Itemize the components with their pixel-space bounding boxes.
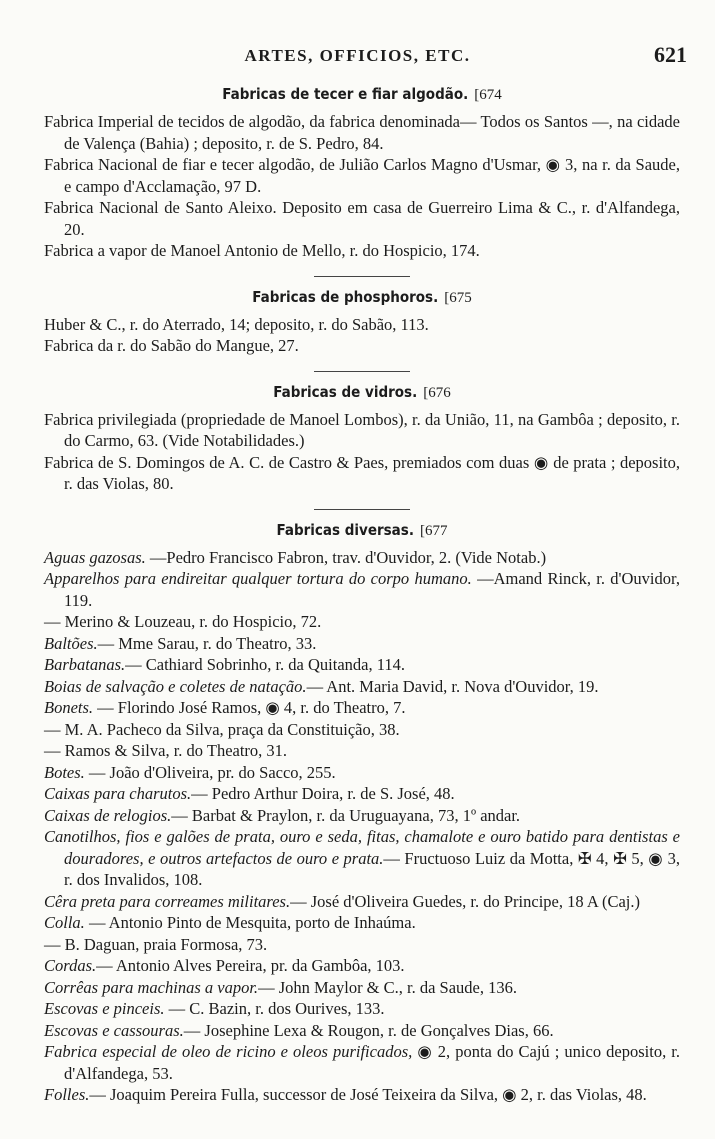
section-heading [44,382,680,403]
page-content [44,80,680,1108]
entry-category: Fabrica especial de oleo de ricino e oleos purificados, [44,1042,413,1061]
directory-entry [44,1020,680,1042]
section-heading [44,84,680,105]
entry-text: — Merino & Louzeau, r. do Hospicio, 72. [44,612,322,631]
directory-entry [44,154,680,197]
directory-entry [44,912,680,934]
entry-category: Fabrica [44,198,94,217]
section-title: Fabricas diversas. [276,520,414,539]
section-number: [677 [419,522,448,539]
entry-category: Bonets. [44,698,94,717]
section-heading [44,520,680,541]
directory-entry [44,547,680,569]
directory-entry [44,891,680,913]
entry-text: Fabrica Imperial de tecidos de algodão, da fabrica denominada— Todos os Santos —, na cidade de Valença (Bahia) ; deposito, r. de S. Pedro, 84. [44,112,680,153]
section-divider [314,509,410,510]
entry-text: Fabrica a vapor de Manoel Antonio de Mello, r. do Hospicio, 174. [44,241,480,260]
entry-text: — João d'Oliveira, pr. do Sacco, 255. [84,762,336,782]
entry-text: Fabrica de S. Domingos de A. C. de Castro & Paes, premiados com duas ◉ de prata ; deposito, r. das Violas, 80. [44,452,680,493]
entry-category: Caixas de relogios. [44,805,172,825]
entry-text: — José d'Oliveira Guedes, r. do Principe, 18 A (Caj.) [290,891,640,911]
section-heading [44,287,680,308]
page-number: 621 [654,42,687,67]
directory-entry [44,719,680,741]
directory-entry [44,452,680,495]
entry-text: — Cathiard Sobrinho, r. da Quitanda, 114. [125,655,405,674]
entry-text: — Antonio Pinto de Mesquita, porto de Inhaúma. [84,913,416,932]
entry-category: Boias de salvação e coletes de natação. [44,676,307,696]
entry-text: Fabrica privilegiada (propriedade de Manoel Lombos), r. da União, 11, na Gambôa ; deposito, r. do Carmo, 63. (Vide Notabilidades.) [44,409,680,450]
directory-entry [44,335,680,357]
section-title: Fabricas de vidros. [273,382,418,401]
entry-text: — C. Bazin, r. dos Ourives, 133. [164,999,385,1018]
entry-text: ◉ 2, ponta do Cajú ; unico deposito, r. d'Alfandega, 53. [64,1042,680,1083]
entry-category: Caixas para charutos. [44,784,192,803]
directory-entry [44,240,680,262]
entry-category: Cordas. [44,956,97,975]
directory-entry [44,1084,680,1106]
directory-entry [44,654,680,676]
entry-text: — B. Daguan, praia Formosa, 73. [44,934,268,954]
directory-entry [44,633,680,655]
entry-text: —Pedro Francisco Fabron, trav. d'Ouvidor, 2. (Vide Notab.) [145,547,547,567]
entry-text: Nacional de Santo Aleixo. Deposito em casa de Guerreiro Lima & C., r. d'Alfandega, 20. [64,198,680,239]
entry-text: — M. A. Pacheco da Silva, praça da Constituição, 38. [44,719,400,739]
directory-entry [44,314,680,336]
entry-text: — Josephine Lexa & Rougon, r. de Gonçalves Dias, 66. [183,1020,554,1040]
entry-category: Botes. [44,762,85,782]
section-number: [675 [444,289,472,306]
entry-category: Escovas e cassouras. [44,1020,184,1040]
section-number: [674 [474,87,502,103]
directory-entry [44,955,680,977]
directory-entry [44,740,680,762]
entry-text: — Joaquim Pereira Fulla, successor de José Teixeira da Silva, ◉ 2, r. das Violas, 48. [89,1085,647,1104]
entry-text: — John Maylor & C., r. da Saude, 136. [258,977,518,997]
section-number: [676 [423,384,451,401]
section-title: Fabricas de tecer e fiar algodão. [222,85,469,103]
entry-category: Canotilhos, fios e galões de prata, ouro e seda, fitas, chamalote e ouro batido para dentistas e douradores, e outros artefactos de ouro e prata. [44,827,680,868]
running-title: ARTES, OFFICIOS, ETC. [244,46,471,65]
directory-entry [44,409,680,452]
directory-entry [44,568,680,611]
directory-entry [44,762,680,784]
entry-text: — Barbat & Praylon, r. da Uruguayana, 73, 1º andar. [171,805,521,825]
section-divider [314,371,410,372]
entry-text: Huber & C., r. do Aterrado, 14; deposito, r. do Sabão, 113. [44,314,429,334]
directory-entry [44,1041,680,1084]
entry-category: Folles. [44,1085,90,1104]
entry-category: Aguas gazosas. [44,547,146,567]
entry-text: — Florindo José Ramos, ◉ 4, r. do Theatro, 7. [93,698,406,717]
entry-category: Corrêas para machinas a vapor. [44,977,259,997]
directory-entry [44,697,680,719]
directory-entry [44,998,680,1020]
directory-entry [44,676,680,698]
page-header [0,40,715,70]
directory-entry [44,783,680,805]
entry-category: Escovas e pinceis. [44,999,165,1018]
section-title: Fabricas de phosphoros. [252,287,439,306]
entry-text: Fabrica da r. do Sabão do Mangue, 27. [44,336,299,355]
entry-text: — Antonio Alves Pereira, pr. da Gambôa, 103. [96,956,405,975]
directory-entry [44,611,680,633]
directory-entry [44,826,680,891]
entry-text: — Fructuoso Luiz da Motta, ✠ 4, ✠ 5, ◉ 3, r. dos Invalidos, 108. [64,848,680,889]
entry-category: Apparelhos para endireitar qualquer tortura do corpo humano. [44,569,472,588]
directory-entry [44,197,680,240]
directory-entry [44,934,680,956]
directory-entry [44,111,680,154]
entry-text: Fabrica Nacional de fiar e tecer algodão, de Julião Carlos Magno d'Usmar, ◉ 3, na r. da Saude, e campo d'Acclamação, 97 D. [44,155,680,196]
entry-category: Colla. [44,913,85,932]
entry-text: — Mme Sarau, r. do Theatro, 33. [97,633,317,653]
section-divider [314,276,410,277]
entry-category: Baltões. [44,633,98,653]
entry-text: — Pedro Arthur Doira, r. de S. José, 48. [191,784,455,803]
entry-text: —Amand Rinck, r. d'Ouvidor, 119. [64,569,680,610]
entry-text: — Ramos & Silva, r. do Theatro, 31. [44,741,288,760]
entry-category: Barbatanas. [44,655,126,674]
directory-entry [44,805,680,827]
directory-entry [44,977,680,999]
entry-text: — Ant. Maria David, r. Nova d'Ouvidor, 19. [306,676,599,696]
entry-category: Cêra preta para correames militares. [44,891,291,911]
